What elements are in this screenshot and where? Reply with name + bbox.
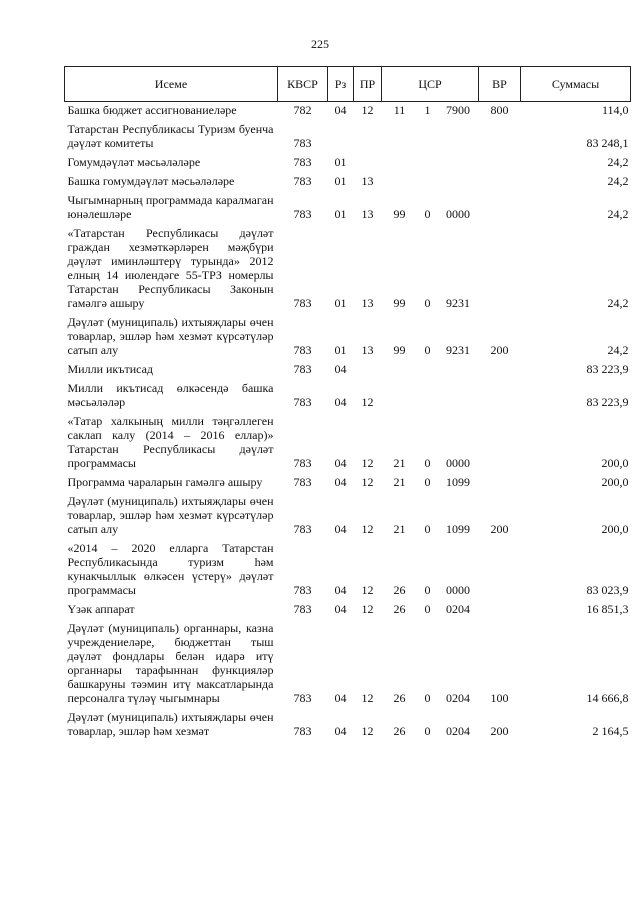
cell-sum: 24,2 [607, 174, 629, 188]
cell-csr-subprogram [418, 150, 438, 169]
cell-name: Башка бюджет ассигнованиеләре [67, 103, 237, 117]
cell-csr-subprogram: 0 [424, 207, 431, 221]
cell-csr-direction [438, 117, 479, 150]
cell-rz: 04 [334, 691, 347, 705]
cell-csr-subprogram: 0 [424, 343, 431, 357]
cell-pr: 13 [361, 174, 374, 188]
cell-csr-subprogram: 0 [424, 475, 431, 489]
cell-pr: 12 [361, 395, 374, 409]
cell-csr-direction [438, 169, 479, 188]
cell-csr-direction [438, 357, 479, 376]
cell-sum: 114,0 [601, 103, 629, 117]
cell-csr-program: 99 [393, 296, 406, 310]
cell-csr-subprogram: 0 [424, 602, 431, 616]
header-sum: Суммасы [521, 67, 631, 102]
cell-csr-program: 26 [393, 583, 406, 597]
cell-name: Милли икътисад [67, 362, 154, 376]
cell-csr-program [382, 150, 418, 169]
cell-rz: 04 [334, 103, 347, 117]
cell-vr [479, 169, 521, 188]
cell-name: Үзәк аппарат [67, 602, 135, 616]
cell-csr-direction: 7900 [446, 103, 470, 117]
cell-csr-direction: 9231 [446, 343, 470, 357]
cell-pr: 13 [361, 296, 374, 310]
cell-csr-direction [438, 150, 479, 169]
table-row [65, 102, 631, 118]
cell-sum: 24,2 [607, 343, 629, 357]
cell-csr-subprogram: 0 [424, 522, 431, 536]
cell-rz [328, 117, 354, 150]
cell-pr: 13 [361, 343, 374, 357]
cell-kvsr: 782 [293, 103, 312, 117]
table-body [65, 102, 631, 739]
cell-vr: 800 [490, 103, 509, 117]
cell-kvsr: 783 [293, 136, 312, 150]
cell-name: Милли икътисад өлкәсендә башка мәсьәләләр [67, 381, 274, 409]
cell-csr-direction: 0204 [446, 691, 470, 705]
table-header-row [65, 67, 631, 102]
cell-csr-program: 26 [393, 602, 406, 616]
cell-sum: 200,0 [601, 475, 629, 489]
cell-csr-direction: 9231 [446, 296, 470, 310]
cell-vr [479, 597, 521, 616]
header-csr: ЦСР [382, 67, 479, 102]
cell-rz: 01 [334, 174, 347, 188]
cell-vr [479, 117, 521, 150]
cell-kvsr: 783 [293, 395, 312, 409]
cell-pr: 12 [361, 724, 374, 738]
cell-pr [354, 357, 382, 376]
cell-sum: 83 248,1 [586, 136, 629, 150]
cell-name: «Татар халкының милли тәңгәллеген саклап калу (2014 – 2016 еллар)» Татарстан Республикасы дәүләт программасы [67, 414, 274, 470]
cell-vr: 200 [490, 343, 509, 357]
cell-name: Чыгымнарның программада каралмаган юнәлешләре [67, 193, 274, 221]
cell-sum: 24,2 [607, 155, 629, 169]
cell-kvsr: 783 [293, 207, 312, 221]
cell-sum: 200,0 [601, 522, 629, 536]
cell-vr [479, 188, 521, 221]
cell-csr-program [382, 357, 418, 376]
cell-csr-program: 99 [393, 207, 406, 221]
cell-pr: 12 [361, 475, 374, 489]
cell-rz: 01 [334, 296, 347, 310]
cell-csr-subprogram [418, 117, 438, 150]
cell-pr [354, 150, 382, 169]
cell-csr-subprogram [418, 376, 438, 409]
cell-name: Программа чараларын гамәлгә ашыру [67, 475, 263, 489]
cell-vr [479, 409, 521, 470]
table-row [65, 221, 631, 310]
cell-csr-direction: 0204 [446, 602, 470, 616]
cell-name: «2014 – 2020 елларга Татарстан Республикасында туризм һәм кунакчыллык өлкәсен үстерү» дәүләт программасы [67, 541, 274, 597]
cell-csr-direction: 0000 [446, 456, 470, 470]
cell-rz: 04 [334, 583, 347, 597]
cell-csr-program: 99 [393, 343, 406, 357]
cell-csr-program [382, 376, 418, 409]
cell-pr: 12 [361, 602, 374, 616]
cell-rz: 04 [334, 522, 347, 536]
cell-rz: 01 [334, 155, 347, 169]
cell-csr-direction: 0204 [446, 724, 470, 738]
cell-sum: 2 164,5 [592, 724, 629, 738]
table-row [65, 536, 631, 597]
cell-rz: 04 [334, 724, 347, 738]
cell-rz: 04 [334, 362, 347, 376]
cell-csr-direction: 0000 [446, 207, 470, 221]
cell-csr-program: 21 [393, 456, 406, 470]
header-pr: ПР [354, 67, 382, 102]
cell-kvsr: 783 [293, 456, 312, 470]
cell-sum: 24,2 [607, 207, 629, 221]
header-vr: ВР [479, 67, 521, 102]
table-row [65, 470, 631, 489]
cell-kvsr: 783 [293, 155, 312, 169]
cell-kvsr: 783 [293, 343, 312, 357]
cell-csr-direction: 0000 [446, 583, 470, 597]
cell-csr-direction: 1099 [446, 522, 470, 536]
table-row [65, 616, 631, 705]
table-row [65, 705, 631, 738]
cell-rz: 04 [334, 456, 347, 470]
cell-name: Дәүләт (муниципаль) ихтыяҗлары өчен товарлар, эшләр һәм хезмәт күрсәтүләр сатып алу [67, 315, 274, 357]
cell-kvsr: 783 [293, 691, 312, 705]
table-row [65, 188, 631, 221]
table-row [65, 376, 631, 409]
cell-csr-subprogram [418, 357, 438, 376]
cell-name: Дәүләт (муниципаль) органнары, казна учреждениеләре, бюджеттан тыш дәүләт фондлары белән идарә итү органнары тарафыннан функцияләр башкаруны тәэмин итү максатларында персоналга түләү чыгымнары [67, 621, 274, 705]
cell-rz: 04 [334, 395, 347, 409]
page-number: 225 [311, 37, 329, 51]
cell-pr: 12 [361, 103, 374, 117]
cell-csr-subprogram: 0 [424, 456, 431, 470]
cell-kvsr: 783 [293, 522, 312, 536]
cell-sum: 200,0 [601, 456, 629, 470]
cell-csr-subprogram: 0 [424, 691, 431, 705]
cell-kvsr: 783 [293, 362, 312, 376]
cell-sum: 14 666,8 [586, 691, 629, 705]
cell-kvsr: 783 [293, 475, 312, 489]
cell-csr-subprogram [418, 169, 438, 188]
cell-name: Гомумдәүләт мәсьәләләре [67, 155, 201, 169]
cell-pr: 12 [361, 522, 374, 536]
cell-name: Башка гомумдәүләт мәсьәләләре [67, 174, 235, 188]
cell-pr: 13 [361, 207, 374, 221]
cell-vr [479, 150, 521, 169]
cell-csr-program: 11 [393, 103, 406, 117]
cell-vr [479, 376, 521, 409]
cell-pr: 12 [361, 583, 374, 597]
cell-sum: 16 851,3 [586, 602, 629, 616]
cell-csr-program [382, 169, 418, 188]
table-row [65, 357, 631, 376]
cell-vr: 100 [490, 691, 509, 705]
cell-kvsr: 783 [293, 174, 312, 188]
cell-csr-program: 26 [393, 724, 406, 738]
cell-csr-program: 21 [393, 522, 406, 536]
cell-csr-program [382, 117, 418, 150]
cell-kvsr: 783 [293, 602, 312, 616]
cell-vr [479, 357, 521, 376]
cell-pr: 12 [361, 691, 374, 705]
cell-name: Дәүләт (муниципаль) ихтыяҗлары өчен товарлар, эшләр һәм хезмәт күрсәтүләр сатып алу [67, 494, 274, 536]
cell-csr-subprogram: 0 [424, 296, 431, 310]
cell-csr-program: 26 [393, 691, 406, 705]
header-kvsr: КВСР [278, 67, 328, 102]
cell-vr [479, 536, 521, 597]
table-row [65, 310, 631, 357]
table-row [65, 117, 631, 150]
cell-sum: 83 223,9 [586, 395, 629, 409]
table-row [65, 409, 631, 470]
cell-rz: 04 [334, 475, 347, 489]
cell-kvsr: 783 [293, 724, 312, 738]
cell-csr-program: 21 [393, 475, 406, 489]
cell-csr-subprogram: 0 [424, 583, 431, 597]
cell-vr: 200 [490, 724, 509, 738]
table-row [65, 597, 631, 616]
cell-vr [479, 470, 521, 489]
cell-name: «Татарстан Республикасы дәүләт граждан хезмәткәрләрен мәҗбүри дәүләт иминләштерү турында» 2012 елның 14 июлендәге 55-ТРЗ номерлы Татарстан Республикасы Законын гамәлгә ашыру [67, 226, 274, 310]
cell-name: Дәүләт (муниципаль) ихтыяҗлары өчен товарлар, эшләр һәм хезмәт [67, 710, 274, 738]
cell-pr: 12 [361, 456, 374, 470]
cell-vr: 200 [490, 522, 509, 536]
cell-csr-direction [438, 376, 479, 409]
cell-rz: 01 [334, 207, 347, 221]
budget-table [64, 66, 631, 738]
cell-sum: 83 023,9 [586, 583, 629, 597]
table-row [65, 489, 631, 536]
cell-name: Татарстан Республикасы Туризм буенча дәүләт комитеты [67, 122, 274, 150]
cell-rz: 01 [334, 343, 347, 357]
cell-csr-direction: 1099 [446, 475, 470, 489]
table-row [65, 169, 631, 188]
header-rz: Рз [328, 67, 354, 102]
header-name: Исеме [65, 67, 278, 102]
cell-pr [354, 117, 382, 150]
table-row [65, 150, 631, 169]
cell-sum: 83 223,9 [586, 362, 629, 376]
cell-rz: 04 [334, 602, 347, 616]
cell-vr [479, 221, 521, 310]
cell-csr-subprogram: 0 [424, 724, 431, 738]
cell-csr-subprogram: 1 [424, 103, 431, 117]
cell-kvsr: 783 [293, 583, 312, 597]
cell-sum: 24,2 [607, 296, 629, 310]
cell-kvsr: 783 [293, 296, 312, 310]
